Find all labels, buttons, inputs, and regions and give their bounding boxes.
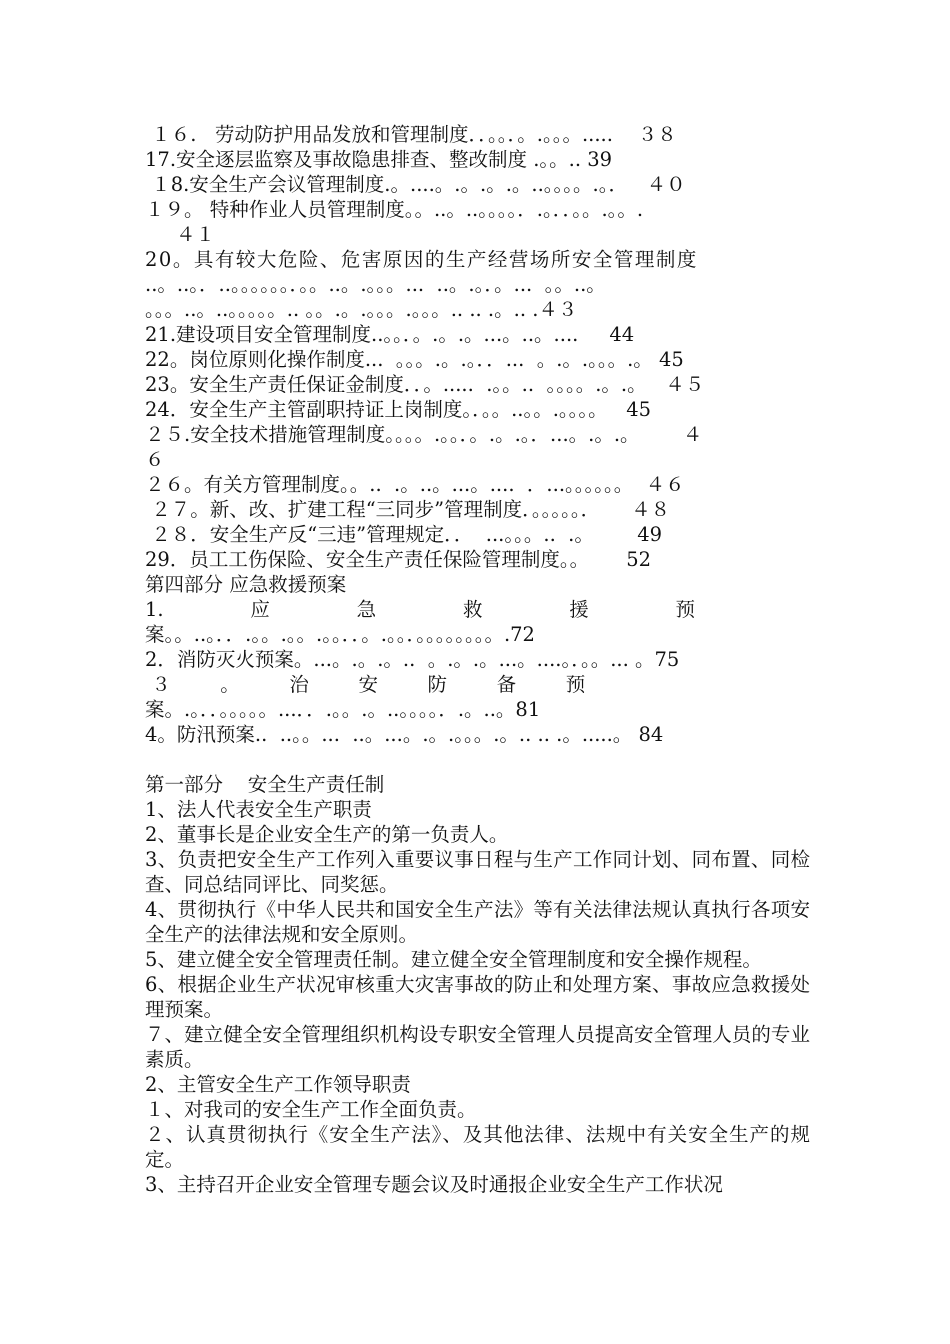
toc-entry: 。。。..。..。。。。。.. 。。.。.。。。.。。。.. .. .。.. .４３ bbox=[145, 298, 578, 321]
toc-entry: 22。岗位原则化操作制度... 。。。.。.。．．... 。.。.。。。.。 45 bbox=[145, 348, 684, 371]
toc-entry: １９。 特种作业人员管理制度。。..。..。。。。．.。．．。。.。。. bbox=[145, 198, 644, 221]
toc-entry: 2．消防灭火预案。...。.。.。.. 。.。.。...。....。．。。... 。75 bbox=[145, 648, 680, 671]
toc-entry: 案。。..。．．.。。.。。.。。．．。.。。．。。。。。。。。.72 bbox=[145, 623, 535, 646]
paragraph: 5、建立健全安全管理责任制。建立健全安全管理制度和安全操作规程。 bbox=[145, 948, 762, 971]
toc-entry: １６. 劳动防护用品发放和管理制度．．。。．。.。。。..... ３８ bbox=[145, 123, 677, 146]
paragraph: 3、负责把安全生产工作列入重要议事日程与生产工作同计划、同布置、同检查、同总结同评比、同奖惩。 bbox=[145, 848, 810, 896]
toc-entry: ２６。有关方管理制度。。.. .。..。...。.... ．...。。。。。。 ４６ bbox=[145, 473, 685, 496]
toc-entry: ３ 。 治 安 防 备 预 bbox=[145, 673, 586, 696]
toc-entry: 21.建设项目安全管理制度..。。．。.。.。...。..。.... 44 bbox=[145, 323, 635, 346]
part-heading: 第一部分 安全生产责任制 bbox=[145, 773, 385, 796]
toc-entry: 4。防汛预案.. ..。。... ..。...。.。.。。。.。.. .. .。.....。 84 bbox=[145, 723, 664, 746]
toc-entry: ２８．安全生产反“三违”管理规定．． ...。。。.. .。 49 bbox=[145, 523, 663, 546]
toc-entry: ４１ bbox=[145, 223, 215, 246]
toc-entry: ..。..。．..。。。。。。．。。..。.。。。... ..。.。．。... 。。..。 bbox=[145, 273, 606, 296]
paragraph: 3、主持召开企业安全管理专题会议及时通报企业安全生产工作状况 bbox=[145, 1173, 723, 1196]
toc-entry: 1. 应 急 救 援 预 bbox=[145, 598, 695, 621]
toc-entry: ６ bbox=[145, 448, 165, 471]
paragraph: ７、建立健全安全管理组织机构设专职安全管理人员提高安全管理人员的专业素质。 bbox=[145, 1023, 810, 1071]
toc-entry: 17.安全逐层监察及事故隐患排查、整改制度 .。。.. 39 bbox=[145, 148, 613, 171]
toc-entry: ２７。新、改、扩建工程“三同步”管理制度．。。。。。． ４８ bbox=[145, 498, 671, 521]
toc-entry: 案。.。．．。。。。。...．．.。。.。..。。。。．.。..。81 bbox=[145, 698, 541, 721]
document-page bbox=[145, 122, 810, 1197]
toc-entry: 20。具有较大危险、危害原因的生产经营场所安全管理制度 bbox=[145, 248, 698, 271]
toc-entry: 29．员工工伤保险、安全生产责任保险管理制度。。 52 bbox=[145, 548, 652, 571]
table-of-contents bbox=[145, 122, 810, 572]
paragraph: 1、法人代表安全生产职责 bbox=[145, 798, 372, 821]
section-heading: 第四部分 应急救援预案 bbox=[145, 573, 347, 596]
section-4 bbox=[145, 572, 810, 747]
paragraph: 4、贯彻执行《中华人民共和国安全生产法》等有关法律法规认真执行各项安全生产的法律法规和安全原则。 bbox=[145, 898, 810, 946]
paragraph: 6、根据企业生产状况审核重大灾害事故的防止和处理方案、事故应急救援处理预案。 bbox=[145, 973, 810, 1021]
paragraph: 2、董事长是企业安全生产的第一负责人。 bbox=[145, 823, 509, 846]
part-1 bbox=[145, 772, 810, 1197]
toc-entry: 23。安全生产责任保证金制度．．。..... .。。.. 。。。。.。.。 ４５ bbox=[145, 373, 705, 396]
paragraph: 2、主管安全生产工作领导职责 bbox=[145, 1073, 411, 1096]
toc-entry: ２５.安全技术措施管理制度。。。。.。。．。.。.。．...。.。.。 ４ bbox=[145, 423, 703, 446]
paragraph: ２、认真贯彻执行《安全生产法》、及其他法律、法规中有关安全生产的规定。 bbox=[145, 1123, 810, 1171]
toc-entry: 24．安全生产主管副职持证上岗制度。．。。..。。.。。。。 45 bbox=[145, 398, 652, 421]
paragraph: １、对我司的安全生产工作全面负责。 bbox=[145, 1098, 477, 1121]
toc-entry: １8.安全生产会议管理制度.。....。.。.。.。..。。。。.。． ４０ bbox=[145, 173, 686, 196]
